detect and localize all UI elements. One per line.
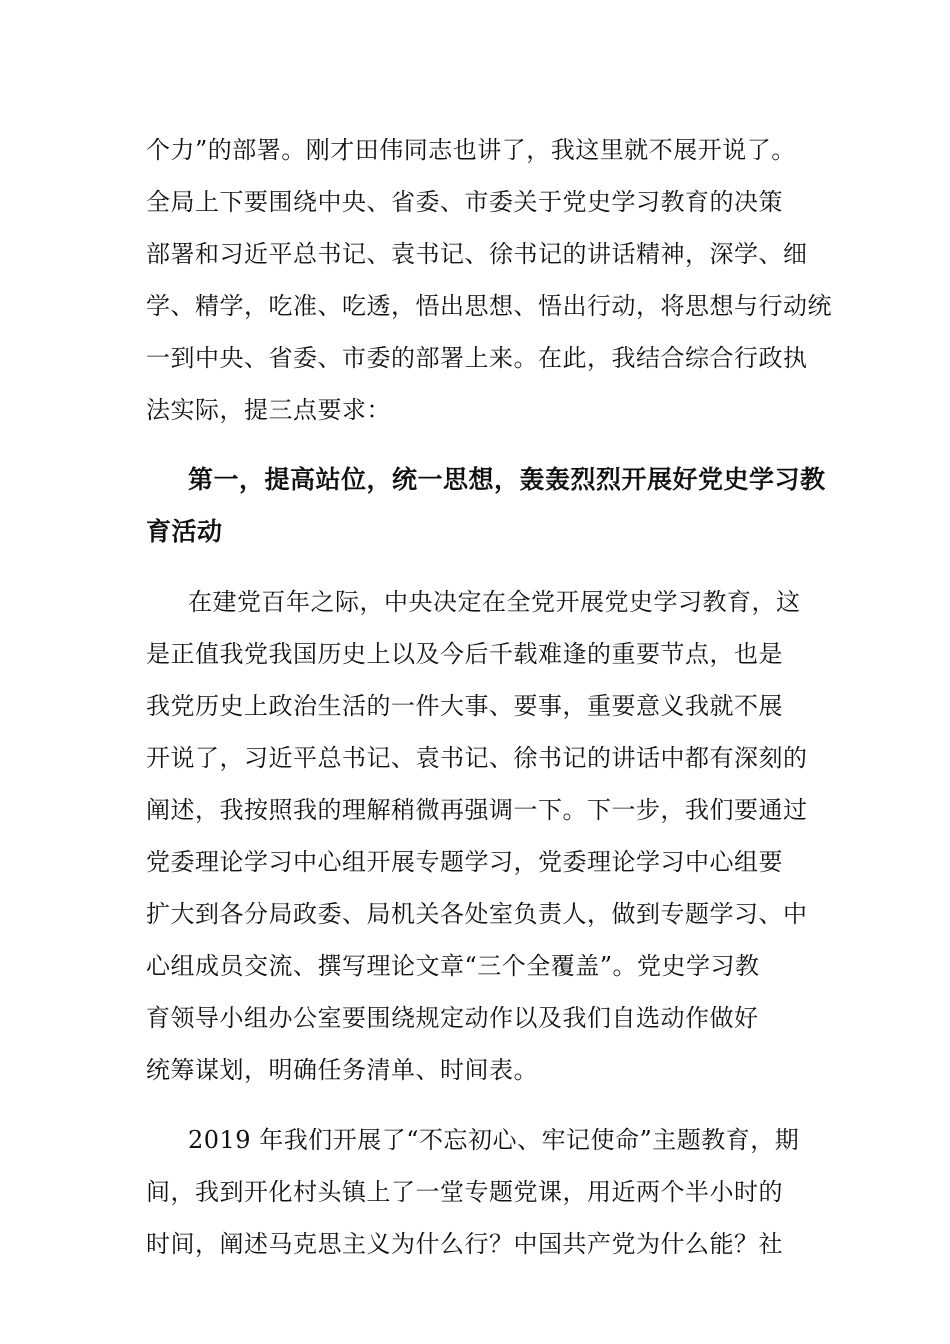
text-line: 法实际，提三点要求：	[146, 396, 391, 424]
text-line: 学、精学，吃准、吃透，悟出思想、悟出行动，将思想与行动统	[146, 292, 832, 320]
text-line: 阐述，我按照我的理解稍微再强调一下。下一步，我们要通过	[146, 796, 808, 824]
heading-line: 育活动	[146, 517, 223, 546]
text-line: 全局上下要围绕中央、省委、市委关于党史学习教育的决策	[146, 188, 783, 216]
text-line: 在建党百年之际，中央决定在全党开展党史学习教育，这	[188, 588, 801, 616]
text-line: 2019 年我们开展了“不忘初心、牢记使命”主题教育，期	[188, 1126, 800, 1154]
text-line: 间，我到开化村头镇上了一堂专题党课，用近两个半小时的	[146, 1178, 783, 1206]
text-line: 是正值我党我国历史上以及今后千载难逢的重要节点，也是	[146, 640, 783, 668]
text-line: 时间，阐述马克思主义为什么行？中国共产党为什么能？社	[146, 1230, 783, 1258]
text-line: 个力”的部署。刚才田伟同志也讲了，我这里就不展开说了。	[146, 136, 796, 164]
text-line: 统筹谋划，明确任务清单、时间表。	[146, 1056, 538, 1084]
text-line: 开说了，习近平总书记、袁书记、徐书记的讲话中都有深刻的	[146, 744, 808, 772]
paragraph-2	[146, 576, 806, 1096]
text-line: 部署和习近平总书记、袁书记、徐书记的讲话精神，深学、细	[146, 240, 808, 268]
paragraph-3	[146, 1114, 806, 1270]
paragraph-intro	[146, 124, 832, 436]
section-heading-1	[146, 454, 826, 558]
heading-line: 第一，提高站位，统一思想，轰轰烈烈开展好党史学习教	[188, 465, 826, 494]
text-line: 扩大到各分局政委、局机关各处室负责人，做到专题学习、中	[146, 900, 808, 928]
text-line: 我党历史上政治生活的一件大事、要事，重要意义我就不展	[146, 692, 783, 720]
text-line: 育领导小组办公室要围绕规定动作以及我们自选动作做好	[146, 1004, 759, 1032]
text-line: 心组成员交流、撰写理论文章“三个全覆盖”。党史学习教	[146, 952, 760, 980]
document-body	[146, 124, 832, 1270]
text-line: 党委理论学习中心组开展专题学习，党委理论学习中心组要	[146, 848, 783, 876]
text-line: 一到中央、省委、市委的部署上来。在此，我结合综合行政执	[146, 344, 808, 372]
